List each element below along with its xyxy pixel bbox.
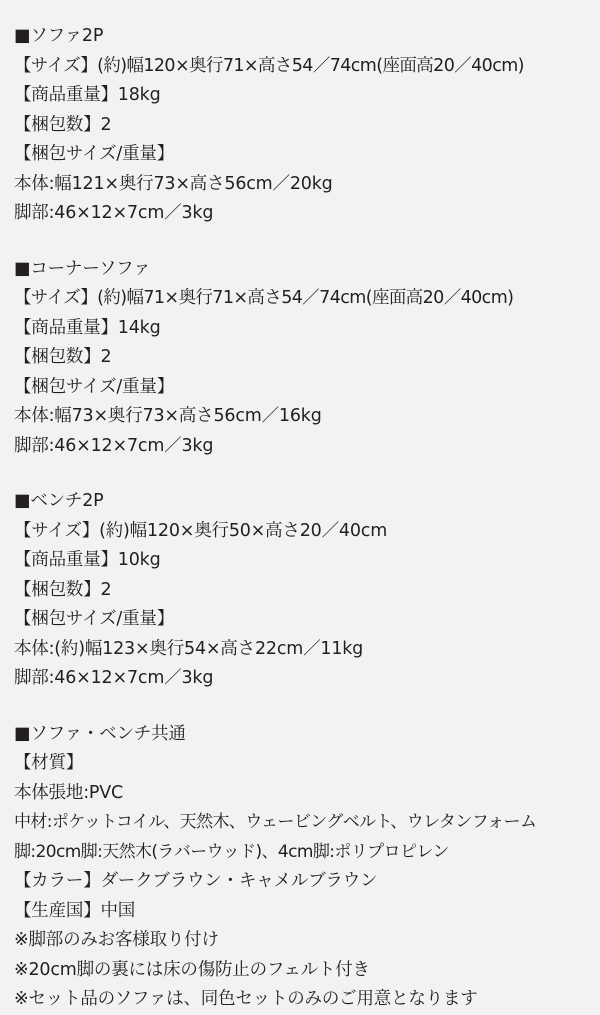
spec-block-sofa-2p xyxy=(14,22,586,229)
spec-heading: ■ソファ2P xyxy=(14,26,104,46)
spec-block-corner-sofa xyxy=(14,255,586,462)
spec-line-material-label: 【材質】 xyxy=(14,753,84,773)
spec-heading: ■ベンチ2P xyxy=(14,491,104,511)
spec-line-country: 【生産国】中国 xyxy=(14,900,136,921)
spec-line-size: 【サイズ】(約)幅120×奥行50×高さ20／40cm xyxy=(14,520,388,541)
spec-line-legs: 脚:20cm脚:天然木(ラバーウッド)、4cm脚:ポリプロピレン xyxy=(14,841,449,862)
spec-line-leg-package: 脚部:46×12×7cm／3kg xyxy=(14,203,214,223)
spec-block-common xyxy=(14,720,586,1015)
spec-heading: ■コーナーソファ xyxy=(14,258,151,279)
spec-line-body-package: 本体:(約)幅123×奥行54×高さ22cm／11kg xyxy=(14,638,364,659)
spec-line-size: 【サイズ】(約)幅71×奥行71×高さ54／74cm(座面高20／40cm) xyxy=(14,288,514,308)
spec-line-color: 【カラー】ダークブラウン・キャメルブラウン xyxy=(14,871,378,891)
spec-line-package-label: 【梱包サイズ/重量】 xyxy=(14,609,174,629)
spec-line-weight: 【商品重量】10kg xyxy=(14,550,161,570)
spec-block-bench-2p xyxy=(14,487,586,694)
spec-line-leg-package: 脚部:46×12×7cm／3kg xyxy=(14,435,214,456)
spec-line-leg-package: 脚部:46×12×7cm／3kg xyxy=(14,668,214,688)
spec-note-set: ※セット品のソファは、同色セットのみのご用意となります xyxy=(14,989,478,1009)
spec-line-package-count: 【梱包数】2 xyxy=(14,347,112,367)
spec-line-weight: 【商品重量】14kg xyxy=(14,317,161,338)
spec-line-package-label: 【梱包サイズ/重量】 xyxy=(14,376,174,397)
spec-note-assembly: ※脚部のみお客様取り付け xyxy=(14,930,219,950)
spec-line-body-package: 本体:幅73×奥行73×高さ56cm／16kg xyxy=(14,406,322,426)
spec-line-body-package: 本体:幅121×奥行73×高さ56cm／20kg xyxy=(14,173,333,194)
spec-line-upholstery: 本体張地:PVC xyxy=(14,782,124,803)
spec-line-size: 【サイズ】(約)幅120×奥行71×高さ54／74cm(座面高20／40cm) xyxy=(14,55,524,76)
spec-line-package-count: 【梱包数】2 xyxy=(14,579,112,600)
spec-line-filling: 中材:ポケットコイル、天然木、ウェービングベルト、ウレタンフォーム xyxy=(14,812,537,832)
spec-line-weight: 【商品重量】18kg xyxy=(14,85,161,105)
spec-line-package-label: 【梱包サイズ/重量】 xyxy=(14,144,174,164)
spec-line-package-count: 【梱包数】2 xyxy=(14,114,112,135)
spec-note-felt: ※20cm脚の裏には床の傷防止のフェルト付き xyxy=(14,959,370,980)
spec-heading: ■ソファ・ベンチ共通 xyxy=(14,723,186,744)
